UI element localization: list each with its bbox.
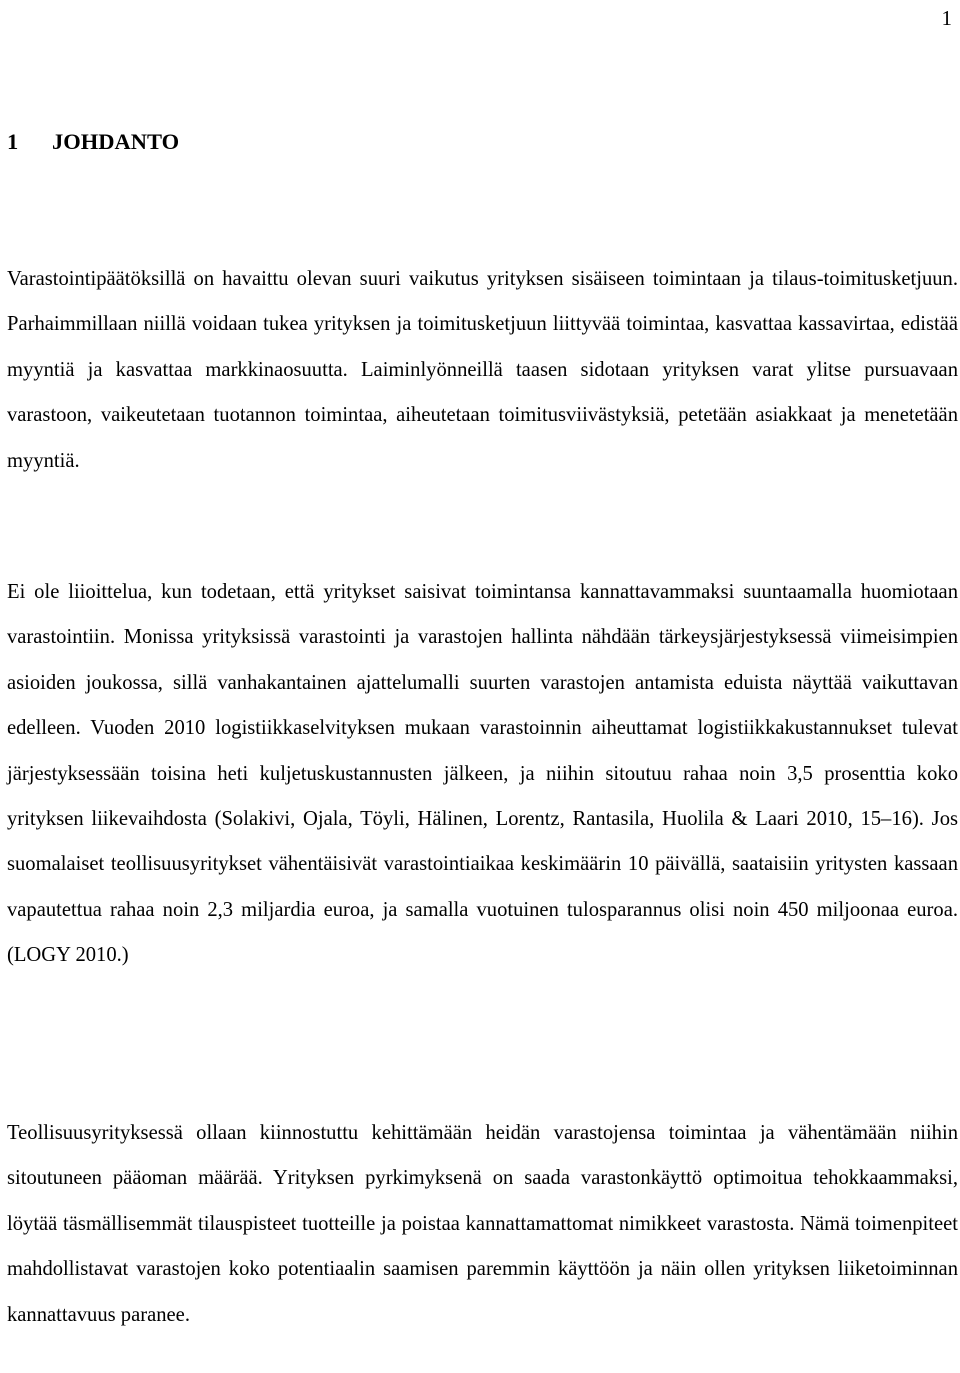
chapter-heading	[7, 128, 179, 156]
chapter-title: JOHDANTO	[52, 129, 180, 154]
paragraph-3: Teollisuusyrityksessä ollaan kiinnostuttu kehittämään heidän varastojensa toimintaa ja vähentämään niihin sitoutuneen pääoman määrää. Yrityksen pyrkimyksenä on saada varastonkäyttö optimoitua tehokkaammaksi, löytää täsmällisemmät tilauspisteet tuotteille ja poistaa kannattamattomat nimikkeet varastosta. Nämä toimenpiteet mahdollistavat varastojen koko potentiaalin saamisen paremmin käyttöön ja näin ollen yrityksen liiketoiminnan kannattavuus paranee.	[7, 1122, 958, 1326]
paragraph-2: Ei ole liioittelua, kun todetaan, että yritykset saisivat toimintansa kannattavammaksi suuntaamalla huomiotaan varastointiin. Monissa yrityksissä varastointi ja varastojen hallinta nähdään tärkeysjärjestyksessä viimeisimpien asioiden joukossa, sillä vanhakantainen ajattelumalli suurten varastojen antamista eduista näyttää vaikuttavan edelleen. Vuoden 2010 logistiikkaselvityksen mukaan varastoinnin aiheuttamat logistiikkakustannukset tulevat järjestyksessään toisina heti kuljetuskustannusten jälkeen, ja niihin sitoutuu rahaa noin 3,5 prosenttia koko yrityksen liikevaihdosta (Solakivi, Ojala, Töyli, Hälinen, Lorentz, Rantasila, Huolila & Laari 2010, 15–16). Jos suomalaiset teollisuusyritykset vähentäisivät varastointiaikaa keskimäärin 10 päivällä, saataisiin yritysten kassaan vapautettua rahaa noin 2,3 miljardia euroa, ja samalla vuotuinen tulosparannus olisi noin 450 miljoonaa euroa. (LOGY 2010.)	[7, 581, 958, 967]
chapter-number: 1	[7, 129, 19, 154]
page-number: 1	[941, 6, 952, 30]
paragraph-1: Varastointipäätöksillä on havaittu olevan suuri vaikutus yrityksen sisäiseen toimintaan ja tilaus-toimitusketjuun. Parhaimmillaan niillä voidaan tukea yrityksen ja toimitusketjuun liittyvää toimintaa, kasvattaa kassavirtaa, edistää myyntiä ja kasvattaa markkinaosuutta. Laiminlyönneillä taasen sidotaan yrityksen varat ylitse pursuavaan varastoon, vaikeutetaan tuotannon toimintaa, aiheutetaan toimitusviivästyksiä, petetään asiakkaat ja menetetään myyntiä.	[7, 268, 958, 472]
